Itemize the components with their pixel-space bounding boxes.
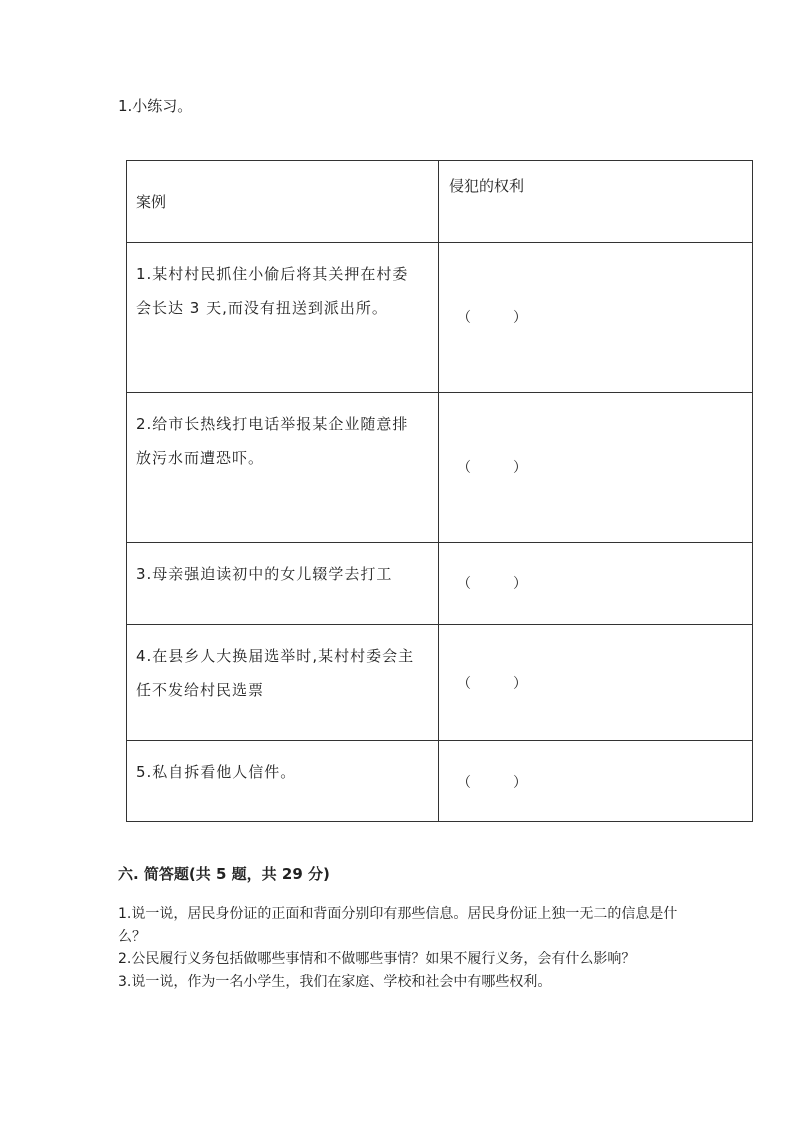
case-text xyxy=(127,243,438,325)
question-item: 2.公民履行义务包括做哪些事情和不做哪些事情？如果不履行义务，会有什么影响？ xyxy=(118,951,636,967)
case-text xyxy=(127,741,438,789)
case-cell xyxy=(127,625,439,741)
case-cell xyxy=(127,741,439,822)
case-line: 4.在县乡人大换届选举时,某村村委会主任不发给村民选票 xyxy=(136,647,415,699)
case-line: 2.给市长热线打电话举报某企业随意排 xyxy=(136,415,409,433)
section-title: 六. 简答题(共 5 题，共 29 分) xyxy=(118,865,330,883)
answer-blank[interactable]: （ ） xyxy=(457,775,527,791)
table-row xyxy=(127,393,753,543)
case-line: 3.母亲强迫读初中的女儿辍学去打工 xyxy=(136,565,393,583)
answer-cell xyxy=(439,625,753,741)
answer-cell xyxy=(439,243,753,393)
case-line: 5.私自拆看他人信件。 xyxy=(136,763,297,781)
question-list xyxy=(118,903,678,993)
header-cell-case xyxy=(127,161,439,243)
answer-blank[interactable]: （ ） xyxy=(457,310,527,326)
table-header-row xyxy=(127,161,753,243)
case-text xyxy=(127,625,438,707)
case-cell xyxy=(127,543,439,625)
table-row xyxy=(127,741,753,822)
answer-blank[interactable]: （ ） xyxy=(457,576,527,592)
header-right-label: 侵犯的权利 xyxy=(449,177,525,195)
case-cell xyxy=(127,243,439,393)
table-row xyxy=(127,625,753,741)
case-line: 1.某村村民抓住小偷后将其关押在村委 xyxy=(136,265,409,283)
case-cell xyxy=(127,393,439,543)
table-row xyxy=(127,543,753,625)
answer-cell xyxy=(439,543,753,625)
exercise-table xyxy=(126,160,753,822)
exercise-intro: 1.小练习。 xyxy=(118,97,193,115)
answer-cell xyxy=(439,393,753,543)
header-cell-right xyxy=(439,161,753,243)
answer-blank[interactable]: （ ） xyxy=(457,460,527,476)
case-text xyxy=(127,393,438,475)
case-line: 会长达 3 天,而没有扭送到派出所。 xyxy=(136,299,388,317)
answer-cell xyxy=(439,741,753,822)
question-item: 3.说一说，作为一名小学生，我们在家庭、学校和社会中有哪些权利。 xyxy=(118,973,552,990)
case-line: 放污水而遭恐吓。 xyxy=(136,449,265,467)
question-item: 1.说一说，居民身份证的正面和背面分别印有那些信息。居民身份证上独一无二的信息是什么？ xyxy=(118,906,678,945)
table-row xyxy=(127,243,753,393)
answer-blank[interactable]: （ ） xyxy=(457,676,527,692)
header-case-label: 案例 xyxy=(136,193,167,211)
case-text xyxy=(127,543,438,591)
